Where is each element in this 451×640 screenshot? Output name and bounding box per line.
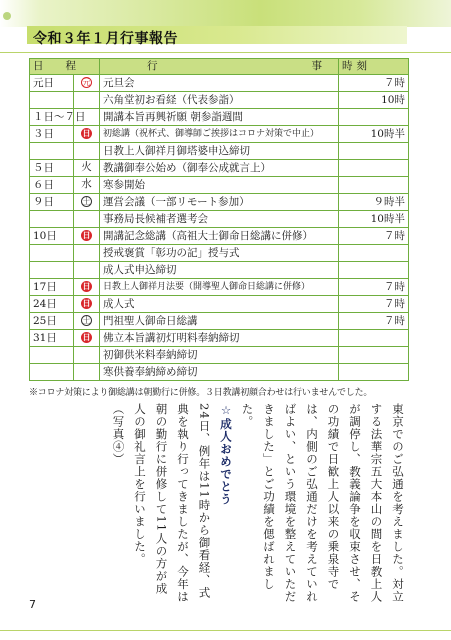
row-date: 25日 <box>30 313 74 330</box>
row-date <box>30 92 74 109</box>
row-date: 17日 <box>30 279 74 296</box>
day-of-week-mark: 日 <box>82 299 91 308</box>
row-date: 31日 <box>30 330 74 347</box>
row-event: 開講本旨再興祈願 朝参詣週間 <box>100 109 339 126</box>
photo-reference: （写真④） <box>111 403 126 466</box>
row-date: 24日 <box>30 296 74 313</box>
row-event: 寒参開始 <box>100 177 339 194</box>
row-event: 初総講（祝杯式、御導師ご挨拶はコロナ対策で中止） <box>100 126 339 143</box>
row-day <box>74 211 100 228</box>
table-row <box>30 92 409 109</box>
row-day <box>74 160 100 177</box>
day-of-week-mark: 水 <box>81 178 92 190</box>
row-event: 六角堂初お看経（代表参詣） <box>100 92 339 109</box>
row-date <box>30 211 74 228</box>
row-day <box>74 228 100 245</box>
row-day <box>74 126 100 143</box>
row-day <box>74 279 100 296</box>
table-row <box>30 109 409 126</box>
row-day <box>74 143 100 160</box>
table-row <box>30 194 409 211</box>
row-time: 10時半 <box>339 211 409 228</box>
row-day <box>74 177 100 194</box>
row-date <box>30 364 74 381</box>
table-row <box>30 313 409 330</box>
header-event-char-1: 行 <box>147 60 158 72</box>
row-day <box>74 194 100 211</box>
header-event-char-2: 事 <box>311 60 322 72</box>
row-event: 門祖聖人御命日総講 <box>100 313 339 330</box>
row-time: ７時 <box>339 279 409 296</box>
day-of-week-mark: 火 <box>81 161 92 173</box>
row-event: 運営会議（一部リモート参加） <box>100 194 339 211</box>
day-of-week-mark: 日 <box>82 282 91 291</box>
row-time: 10時 <box>339 92 409 109</box>
row-date: 10日 <box>30 228 74 245</box>
header-date: 日程 <box>30 59 100 75</box>
row-day <box>74 262 100 279</box>
row-event: 授戒褒賞「彰功の記」授与式 <box>100 245 339 262</box>
row-date <box>30 262 74 279</box>
row-time: ９時半 <box>339 194 409 211</box>
row-date <box>30 347 74 364</box>
table-row <box>30 296 409 313</box>
row-time: ７時 <box>339 75 409 92</box>
row-event: 日教上人御祥月法要（開導聖人御命日総講に併修） <box>100 279 339 296</box>
table-row <box>30 211 409 228</box>
row-event: 成人式 <box>100 296 339 313</box>
row-day <box>74 245 100 262</box>
row-date: ６日 <box>30 177 74 194</box>
table-row <box>30 364 409 381</box>
row-event: 成人式申込締切 <box>100 262 339 279</box>
article-paragraph-2: 24日、例年は11時から御看経、式典を執り行ってきましたが、今年は朝の勤行に併修して11人の方が成人の御礼言上を行いました。 <box>133 403 212 603</box>
row-day <box>74 364 100 381</box>
header-band <box>0 0 451 27</box>
day-of-week-mark: 日 <box>82 333 91 342</box>
article-body <box>107 403 408 603</box>
row-time <box>339 143 409 160</box>
page-title: 令和３年１月行事報告 <box>33 31 178 47</box>
row-date: ５日 <box>30 160 74 177</box>
table-row <box>30 126 409 143</box>
row-time <box>339 364 409 381</box>
header-event <box>100 59 339 75</box>
row-time <box>339 245 409 262</box>
row-time <box>339 160 409 177</box>
row-time: ７時 <box>339 296 409 313</box>
row-time: ７時 <box>339 228 409 245</box>
row-day <box>74 296 100 313</box>
table-row <box>30 347 409 364</box>
row-date <box>30 245 74 262</box>
row-event: 元旦会 <box>100 75 339 92</box>
row-day <box>74 330 100 347</box>
row-time <box>339 347 409 364</box>
row-time <box>339 330 409 347</box>
row-event: 事務局長候補者選考会 <box>100 211 339 228</box>
table-row <box>30 143 409 160</box>
table-row <box>30 279 409 296</box>
table-row <box>30 245 409 262</box>
table-row <box>30 228 409 245</box>
page-number: 7 <box>29 598 36 611</box>
row-event: 寒供養奉納締め締切 <box>100 364 339 381</box>
row-time <box>339 262 409 279</box>
table-row <box>30 75 409 92</box>
row-day <box>74 313 100 330</box>
row-time: ７時 <box>339 313 409 330</box>
row-event: 初御供米料奉納締切 <box>100 347 339 364</box>
row-date: ３日 <box>30 126 74 143</box>
row-event: 開講記念総講（高祖大士御命日総講に併修） <box>100 228 339 245</box>
row-time: 10時半 <box>339 126 409 143</box>
row-date: 元日 <box>30 75 74 92</box>
row-event: 日教上人御祥月御塔婆申込締切 <box>100 143 339 160</box>
table-body <box>30 75 409 381</box>
bottom-rule <box>0 630 451 631</box>
top-rule <box>0 52 451 53</box>
table-row <box>30 160 409 177</box>
table-row <box>30 177 409 194</box>
article-paragraph: 東京でのご弘通を考えました。対立する法華宗五大本山の間を日教上人が調停し、教義論争を収束させ、その功績で日歓上人以来の乗泉寺では、内側のご弘通だけを考えていればよい、という環境を整えていただきました」とご功績を偲ばれました。 <box>240 403 405 603</box>
day-of-week-mark: 日 <box>82 231 91 240</box>
table-row <box>30 330 409 347</box>
row-event: 佛立本旨講初灯明料奉納締切 <box>100 330 339 347</box>
day-of-week-mark: 土 <box>82 197 91 206</box>
day-of-week-mark: 土 <box>82 316 91 325</box>
row-day <box>74 92 100 109</box>
day-of-week-mark: 元 <box>82 78 91 87</box>
row-date: １日〜７日 <box>30 109 74 126</box>
footnote: ※コロナ対策により御総講は朝勤行に併修。３日教講初顔合わせは行いませんでした。 <box>29 388 373 398</box>
row-day <box>74 75 100 92</box>
decorative-dot <box>3 12 11 20</box>
schedule-table <box>29 58 409 381</box>
table-row <box>30 262 409 279</box>
row-day <box>74 347 100 364</box>
header-time: 時刻 <box>339 59 409 75</box>
row-time <box>339 177 409 194</box>
row-date: ９日 <box>30 194 74 211</box>
day-of-week-mark: 日 <box>82 129 91 138</box>
row-event: 教講御奉公始め（御奉公成就言上） <box>100 160 339 177</box>
row-time <box>339 109 409 126</box>
table-header-row <box>30 59 409 75</box>
article-heading: ☆成人おめでとう <box>219 403 233 506</box>
row-date <box>30 143 74 160</box>
